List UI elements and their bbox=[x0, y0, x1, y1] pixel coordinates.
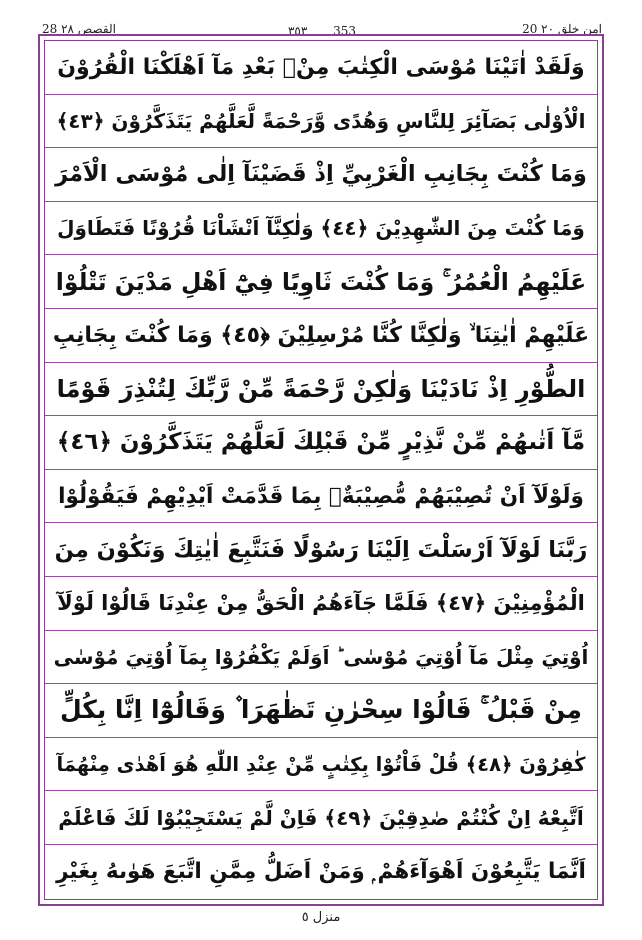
verse-line bbox=[45, 791, 597, 845]
verse-line bbox=[45, 41, 597, 95]
verse-line-text: اَنَّمَا يَتَّبِعُوْنَ اَهْوَآءَهُمْ ۭ وَمَنْ اَضَلُّ مِمَّنِ اتَّبَعَ هَوٰىهُ بِغَيْرِ bbox=[56, 859, 586, 885]
verse-line-text: الْاُوْلٰى بَصَآئِرَ لِلنَّاسِ وَهُدًى وَّرَحْمَةً لَّعَلَّهُمْ يَتَذَكَّرُوْنَ ﴿٤٣﴾ bbox=[56, 108, 586, 133]
verse-line-text: الْمُؤْمِنِيْنَ ﴿٤٧﴾ فَلَمَّا جَآءَهُمُ الْحَقُّ مِنْ عِنْدِنَا قَالُوْا لَوْلَآ bbox=[57, 591, 585, 616]
juz-label: 20 امن خلق ٢٠ bbox=[522, 22, 602, 36]
verse-line bbox=[45, 148, 597, 202]
verse-line bbox=[45, 845, 597, 899]
verse-line bbox=[45, 416, 597, 470]
verse-line bbox=[45, 738, 597, 792]
verse-line-text: الطُّوْرِ اِذْ نَادَيْنَا وَلٰكِنْ رَّحْمَةً مِّنْ رَّبِّكَ لِتُنْذِرَ قَوْمًا bbox=[56, 374, 586, 403]
verse-line-text: رَبَّنَا لَوْلَآ اَرْسَلْتَ اِلَيْنَا رَسُوْلًا فَنَتَّبِعَ اٰيٰتِكَ وَنَكُوْنَ مِنَ bbox=[54, 536, 588, 563]
verse-line bbox=[45, 202, 597, 256]
verse-line-text: وَلَقَدْ اٰتَيْنَا مُوْسَى الْكِتٰبَ مِنْۢ بَعْدِ مَآ اَهْلَكْنَا الْقُرُوْنَ bbox=[57, 54, 585, 80]
verse-lines bbox=[45, 41, 597, 899]
page-number-latin: 353 bbox=[333, 24, 357, 38]
manzil-footer: منزل ٥ bbox=[301, 910, 341, 925]
verse-line-text: كٰفِرُوْنَ ﴿٤٨﴾ قُلْ فَاْتُوْا بِكِتٰبٍ مِّنْ عِنْدِ اللّٰهِ هُوَ اَهْدٰى مِنْهُمَآ bbox=[56, 752, 586, 776]
verse-line bbox=[45, 255, 597, 309]
verse-line-text: وَلَوْلَآ اَنْ تُصِيْبَهُمْ مُّصِيْبَةٌۢ بِمَا قَدَّمَتْ اَيْدِيْهِمْ فَيَقُوْلُوْا bbox=[58, 483, 584, 509]
verse-line bbox=[45, 577, 597, 631]
verse-line bbox=[45, 684, 597, 738]
verse-line bbox=[45, 631, 597, 685]
verse-line-text: عَلَيْهِمْ اٰيٰتِنَا ۙ وَلٰكِنَّا كُنَّا مُرْسِلِيْنَ ﴿٤٥﴾ وَمَا كُنْتَ بِجَانِبِ bbox=[52, 322, 590, 348]
verse-line-text: وَمَا كُنْتَ بِجَانِبِ الْغَرْبِيِّ اِذْ قَضَيْنَآ اِلٰى مُوْسَى الْاَمْرَ bbox=[55, 161, 587, 188]
verse-line-text: عَلَيْهِمُ الْعُمُرُ ۚ وَمَا كُنْتَ ثَاوِيًا فِيْٓ اَهْلِ مَدْيَنَ تَتْلُوْا bbox=[55, 267, 587, 296]
verse-line-text: مَّآ اَتٰىهُمْ مِّنْ نَّذِيْرٍ مِّنْ قَبْلِكَ لَعَلَّهُمْ يَتَذَكَّرُوْنَ ﴿٤٦﴾ bbox=[56, 429, 586, 456]
verse-line-text: اَتَّبِعْهُ اِنْ كُنْتُمْ صٰدِقِيْنَ ﴿٤٩﴾ فَاِنْ لَّمْ يَسْتَجِيْبُوْا لَكَ فَاعْلَمْ bbox=[58, 805, 584, 830]
verse-line bbox=[45, 470, 597, 524]
verse-line bbox=[45, 363, 597, 417]
verse-line bbox=[45, 95, 597, 149]
surah-label: 28 القصص ٢٨ bbox=[42, 22, 116, 36]
verse-line-text: مِنْ قَبْلُ ۚ قَالُوْا سِحْرٰنِ تَظٰهَرَا ۫ وَقَالُوْٓا اِنَّا بِكُلٍّ bbox=[59, 695, 583, 725]
verse-line-text: اُوْتِيَ مِثْلَ مَآ اُوْتِيَ مُوْسٰى ؕ اَوَلَمْ يَكْفُرُوْا بِمَآ اُوْتِيَ مُوْسٰى bbox=[53, 644, 589, 669]
verse-line-text: وَمَا كُنْتَ مِنَ الشّٰهِدِيْنَ ﴿٤٤﴾ وَلٰكِنَّآ اَنْشَاْنَا قُرُوْنًا فَتَطَاوَلَ bbox=[57, 216, 585, 241]
verse-line bbox=[45, 309, 597, 363]
verse-line bbox=[45, 523, 597, 577]
page-number-arabic: ٣٥٣ bbox=[287, 24, 308, 38]
